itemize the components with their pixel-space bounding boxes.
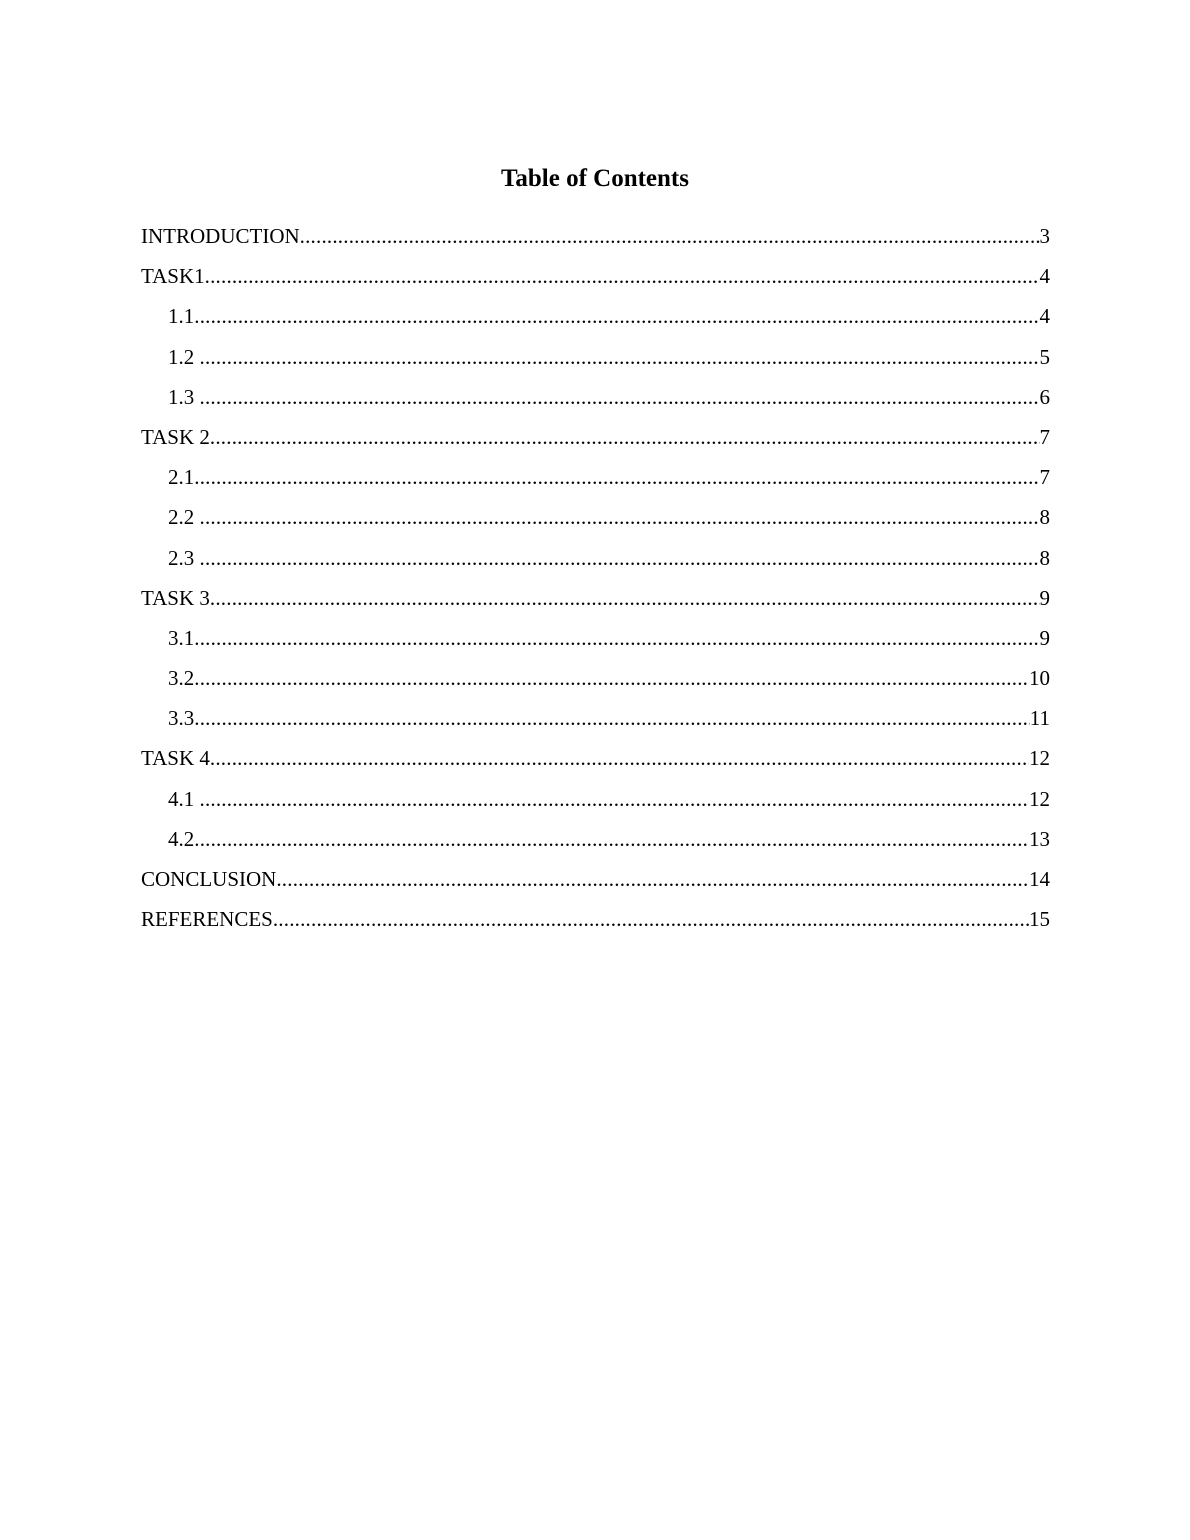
toc-entry-label: 1.3: [168, 384, 200, 409]
toc-page-number: 9: [1039, 585, 1050, 610]
toc-entry-label: TASK 3: [141, 585, 210, 610]
toc-page-number: 8: [1039, 505, 1050, 530]
toc-entry-label: 4.2: [168, 826, 195, 851]
toc-entry-1-1[interactable]: [141, 301, 1050, 341]
toc-entry-references[interactable]: [141, 904, 1050, 944]
toc-entry-label: CONCLUSION: [141, 867, 277, 891]
toc-dot-leader: [210, 743, 1029, 773]
toc-page-number: 12: [1029, 746, 1050, 771]
toc-page-number: 11: [1029, 706, 1050, 731]
toc-dot-leader: [276, 864, 1029, 894]
toc-dot-leader: [210, 422, 1040, 452]
toc-dot-leader: [194, 663, 1029, 693]
toc-entry-label: 1.1: [168, 304, 195, 329]
toc-entry-label: TASK1: [141, 264, 205, 289]
toc-entry-label: 3.1: [168, 625, 195, 650]
toc-dot-leader: [210, 583, 1040, 613]
toc-entry-label: 2.3: [168, 545, 200, 570]
toc-entry-conclusion[interactable]: [141, 864, 1050, 904]
toc-entry-label: 3.3: [168, 706, 195, 731]
toc-entry-3-2[interactable]: [141, 663, 1050, 703]
toc-dot-leader: [273, 904, 1029, 934]
toc-entry-4-2[interactable]: [141, 824, 1050, 864]
toc-entry-task-2[interactable]: [141, 422, 1050, 462]
toc-page-number: 12: [1029, 786, 1050, 811]
toc-entry-3-1[interactable]: [141, 623, 1050, 663]
toc-entry-label: 4.1: [168, 786, 200, 811]
toc-page-number: 13: [1029, 826, 1050, 851]
toc-page-number: 10: [1029, 666, 1050, 691]
toc-dot-leader: [200, 382, 1040, 412]
toc-page-number: 6: [1039, 384, 1050, 409]
toc-page-number: 14: [1029, 867, 1050, 891]
toc-title: Table of Contents: [501, 165, 689, 192]
toc-entry-label: 1.2: [168, 344, 200, 369]
toc-entry-1-3[interactable]: [141, 382, 1050, 422]
toc-entry-label: INTRODUCTION: [141, 224, 300, 248]
toc-entry-4-1[interactable]: [141, 784, 1050, 824]
toc-entry-label: TASK 2: [141, 424, 210, 449]
toc-entry-label: 3.2: [168, 666, 195, 691]
toc-dot-leader: [300, 221, 1040, 251]
toc-dot-leader: [194, 703, 1030, 733]
toc-entry-2-2[interactable]: [141, 502, 1050, 542]
toc-entry-label: 2.2: [168, 505, 200, 530]
toc-dot-leader: [194, 623, 1039, 653]
toc-page-number: 8: [1039, 545, 1050, 570]
toc-page-number: 3: [1039, 224, 1050, 248]
toc-entry-2-3[interactable]: [141, 543, 1050, 583]
toc-page-number: 4: [1039, 304, 1050, 329]
toc-entry-label: REFERENCES: [141, 907, 273, 932]
toc-entry-3-3[interactable]: [141, 703, 1050, 743]
toc-entry-label: 2.1: [168, 465, 195, 490]
toc-dot-leader: [194, 824, 1029, 854]
toc-entry-1-2[interactable]: [141, 342, 1050, 382]
toc-page-number: 15: [1029, 907, 1050, 932]
toc-list: [141, 221, 1050, 944]
toc-dot-leader: [200, 502, 1040, 532]
toc-page-number: 7: [1039, 465, 1050, 490]
toc-dot-leader: [205, 261, 1040, 291]
toc-dot-leader: [200, 784, 1030, 814]
toc-entry-task-3[interactable]: [141, 583, 1050, 623]
toc-entry-label: TASK 4: [141, 746, 210, 771]
toc-page-number: 7: [1039, 424, 1050, 449]
toc-page-number: 4: [1039, 264, 1050, 289]
toc-entry-2-1[interactable]: [141, 462, 1050, 502]
toc-page-number: 5: [1039, 344, 1050, 369]
toc-entry-introduction[interactable]: [141, 221, 1050, 261]
toc-entry-task1[interactable]: [141, 261, 1050, 301]
toc-dot-leader: [194, 462, 1039, 492]
toc-dot-leader: [194, 301, 1039, 331]
toc-page-number: 9: [1039, 625, 1050, 650]
toc-dot-leader: [200, 342, 1040, 372]
toc-entry-task-4[interactable]: [141, 743, 1050, 783]
toc-dot-leader: [200, 543, 1040, 573]
